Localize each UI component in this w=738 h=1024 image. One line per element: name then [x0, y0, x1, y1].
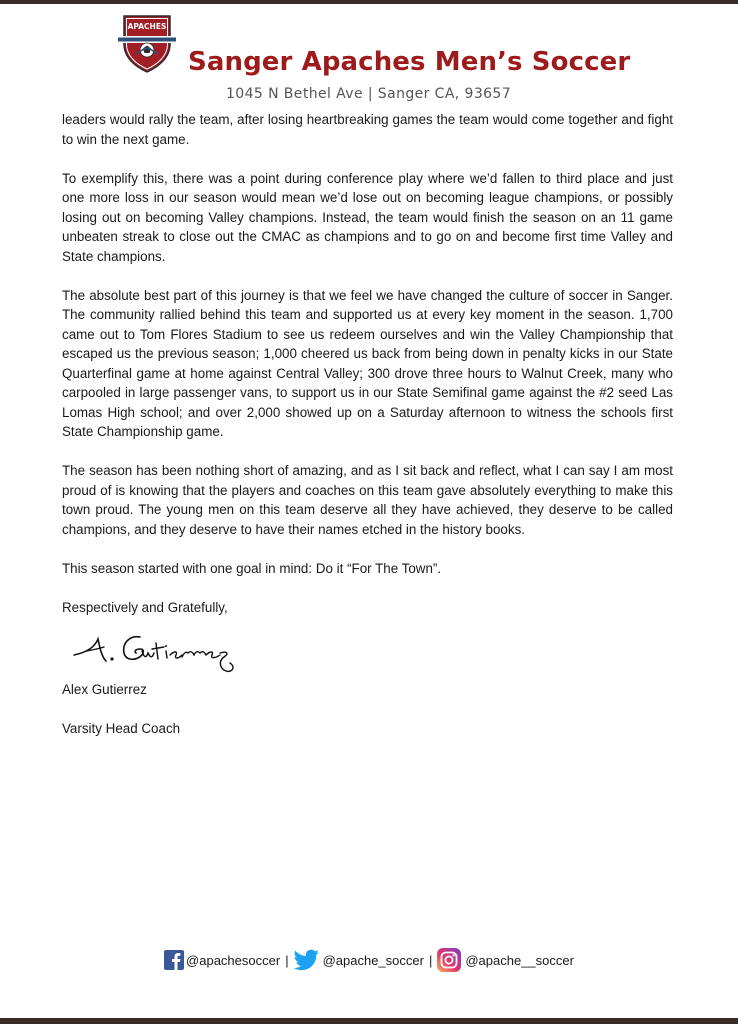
address-line: 1045 N Bethel Ave | Sanger CA, 93657	[226, 86, 512, 102]
social-footer	[0, 948, 738, 972]
separator: |	[428, 952, 433, 968]
svg-text:APACHES: APACHES	[127, 22, 167, 31]
facebook-link[interactable]	[164, 950, 280, 970]
handwritten-signature	[70, 625, 240, 677]
letter-paragraph: leaders would rally the team, after losing heartbreaking games the team would come together and fight to win the next game.	[62, 112, 673, 147]
signer-name: Alex Gutierrez	[62, 682, 147, 697]
twitter-handle: @apache_soccer	[322, 952, 424, 968]
top-border	[0, 0, 738, 4]
apaches-shield-logo	[118, 10, 176, 74]
letter-paragraph: This season started with one goal in mind: Do it “For The Town”.	[62, 560, 442, 576]
instagram-link[interactable]	[437, 948, 574, 972]
instagram-icon	[437, 948, 461, 972]
twitter-link[interactable]	[294, 949, 424, 971]
team-name-heading: Sanger Apaches Men’s Soccer	[188, 47, 631, 77]
letter-body	[62, 110, 673, 758]
separator: |	[285, 952, 289, 968]
letter-paragraph: The absolute best part of this journey is that we feel we have changed the culture of soccer in Sanger. The community rallied behind this team and supported us at every key moment in the season. 1,700 came out to Tom Flores Stadium to see us redeem ourselves and win the Valley Championship that escaped us the previous season; 1,000 cheered us back from being down in penalty kicks in our State Quarterfinal game at home against Central Valley; 300 drove three hours to Walnut Creek, many who carpooled in large passenger vans, to support us in our State Semifinal game against the #2 seed Las Lomas High school; and over 2,000 showed up on a Saturday afternoon to witness the schools first State Championship game.	[62, 287, 673, 439]
signer-title: Varsity Head Coach	[62, 721, 181, 736]
facebook-handle: @apachesoccer	[186, 952, 281, 968]
closing-line: Respectively and Gratefully,	[62, 599, 228, 615]
instagram-handle: @apache__soccer	[465, 952, 574, 968]
twitter-icon	[294, 949, 320, 971]
letter-paragraph: The season has been nothing short of amazing, and as I sit back and reflect, what I can say I am most proud of is knowing that the players and coaches on this team gave absolutely everything to make this town proud. The young men on this team deserve all they have achieved, they deserve to be called champions, and they deserve to have their names etched in the history books.	[62, 463, 673, 537]
letter-paragraph: To exemplify this, there was a point during conference play where we’d fallen to third place and just one more loss in our season would mean we’d lose out on becoming league champions, or possibly losing out on becoming Valley champions. Instead, the team would finish the season on an 11 game unbeaten streak to close out the CMAC as champions and to go on and become first time Valley and State champions.	[62, 170, 673, 264]
bottom-border	[0, 1018, 738, 1024]
facebook-icon	[164, 950, 184, 970]
